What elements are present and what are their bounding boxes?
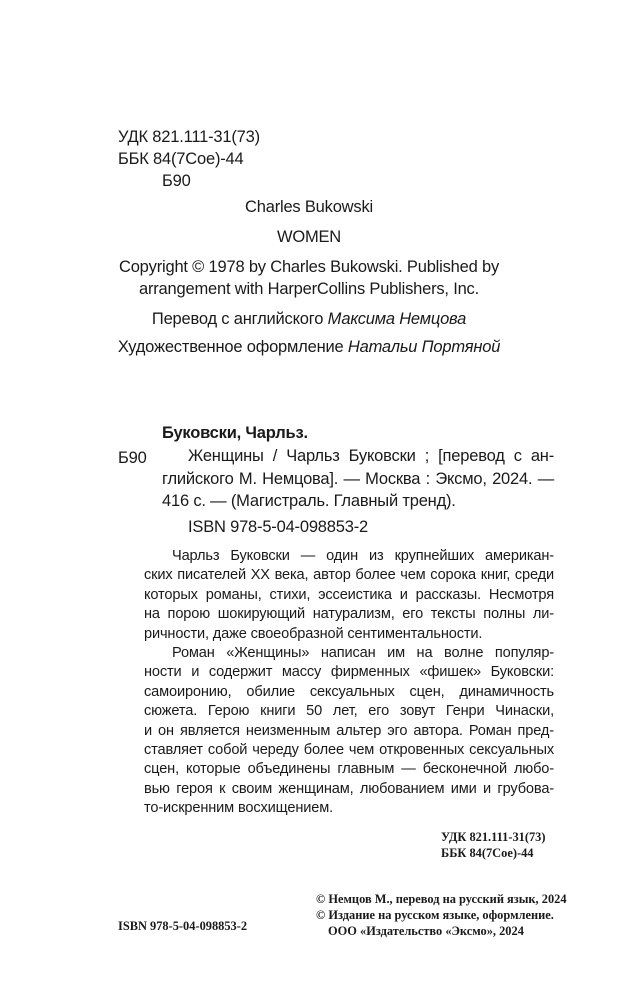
udk-code: УДК 821.111-31(73) <box>118 128 260 146</box>
rights-line-1: © Немцов М., перевод на русский язык, 2024 <box>316 892 567 906</box>
original-author: Charles Bukowski <box>245 198 373 216</box>
copyright-line-1: Copyright © 1978 by Charles Bukowski. Published by <box>118 258 500 276</box>
translation-credit <box>0 308 618 330</box>
footer-udk-code: УДК 821.111-31(73) <box>441 830 546 844</box>
design-credit <box>0 336 618 358</box>
annotation-line: и он является неизменным альтер эго автора. Роман пред- <box>144 722 554 739</box>
footer-bbk-code: ББК 84(7Сое)-44 <box>441 846 534 860</box>
annotation-line: самоиронию, обилие сексуальных сцен, динамичность <box>144 683 554 700</box>
annotation-line: ских писателей XX века, автор более чем сорока книг, среди <box>144 567 554 584</box>
catalog-description <box>162 445 554 513</box>
catalog-heading: Буковски, Чарльз. <box>162 424 308 442</box>
translation-prefix: Перевод с английского <box>151 310 324 328</box>
annotation-line: Роман «Женщины» написан им на волне популяр- <box>172 645 554 662</box>
annotation-line: сюжета. Герою книги 50 лет, его зовут Генри Чинаски, <box>144 703 554 720</box>
translator-name: Максима Немцова <box>327 310 467 328</box>
design-prefix: Художественное оформление <box>117 338 344 356</box>
copyright-line-2: arrangement with HarperCollins Publishers, Inc. <box>138 280 479 298</box>
annotation-line: ричности, даже своеобразной сентиментальности. <box>144 625 483 642</box>
catalog-isbn: ISBN 978-5-04-098853-2 <box>188 518 368 536</box>
catalog-description-line: 416 с. — (Магистраль. Главный тренд). <box>162 492 456 510</box>
author-mark: Б90 <box>162 172 191 190</box>
designer-name: Натальи Портяной <box>347 338 501 356</box>
annotation-line: вью героя к своим женщинам, любованием ими и грубова- <box>144 780 554 797</box>
catalog-description-line: Женщины / Чарльз Буковски ; [перевод с ан- <box>188 447 554 465</box>
catalog-description-line: глийского М. Немцова]. — Москва : Эксмо, 2024. — <box>162 469 554 488</box>
annotation-line: Чарльз Буковски — один из крупнейших американ- <box>172 548 554 564</box>
annotation-line: сцен, которые объединены главным — бесконечной любо- <box>144 761 554 778</box>
annotation-line: ставляет собой череду более чем откровенных сексуальных <box>144 742 554 759</box>
catalog-mark: Б90 <box>118 449 147 467</box>
annotation-line: которых романы, стихи, эссеистика и рассказы. Несмотря <box>144 586 554 603</box>
annotation <box>144 547 554 819</box>
annotation-line: ности и содержит массу фирменных «фишек» Буковски: <box>144 664 554 681</box>
bbk-code: ББК 84(7Сое)-44 <box>118 150 244 168</box>
original-title: WOMEN <box>276 228 342 246</box>
annotation-line: на порою шокирующий натурализм, его тексты полны ли- <box>144 606 554 623</box>
rights-line-2: © Издание на русском языке, оформление. <box>316 908 554 922</box>
bottom-isbn: ISBN 978-5-04-098853-2 <box>118 919 248 933</box>
annotation-line: то-искренним восхищением. <box>144 800 333 817</box>
rights-line-3: ООО «Издательство «Эксмо», 2024 <box>328 924 524 938</box>
